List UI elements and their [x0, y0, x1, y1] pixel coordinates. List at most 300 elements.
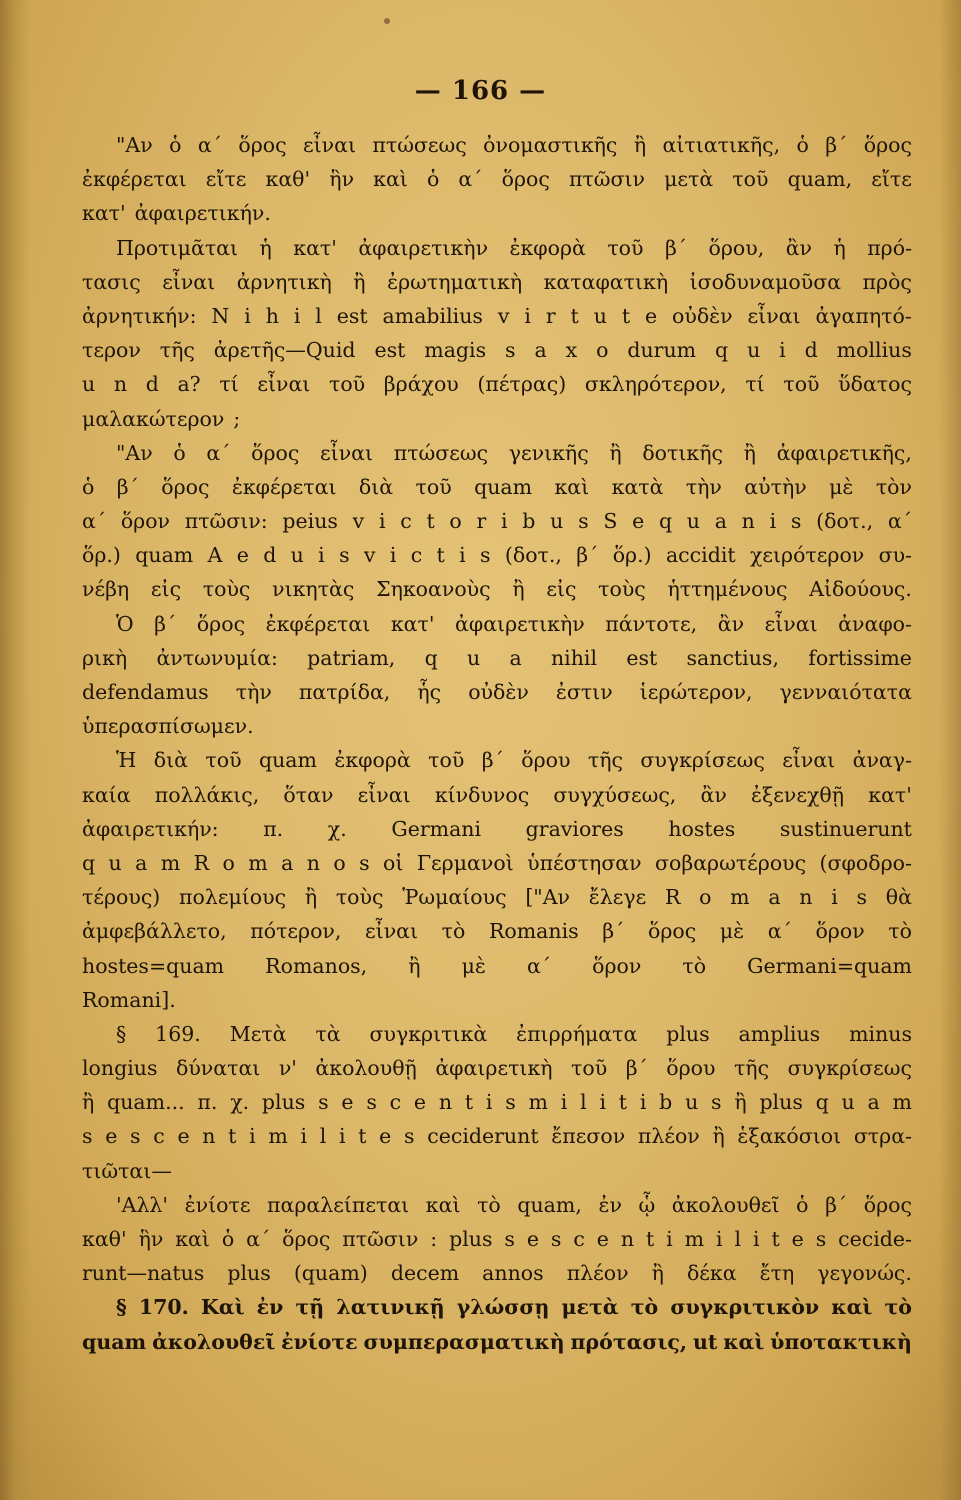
word: i — [831, 885, 838, 910]
word: ἐκφέρεται — [265, 611, 371, 636]
word: ἀφαιρετικήν. — [134, 201, 271, 226]
word: n — [620, 1227, 635, 1251]
word: u — [550, 509, 564, 534]
word: t — [426, 509, 435, 534]
word: συ- — [878, 543, 912, 568]
word: ἡ — [833, 235, 846, 260]
word: κίνδυνος — [434, 782, 530, 807]
page-number: — 166 — — [414, 76, 547, 106]
word: ἰσοδυναμοῦσα — [689, 269, 842, 294]
word: ἀκολουθεῖ — [152, 1329, 276, 1354]
word: β΄ — [825, 1192, 848, 1217]
word: accidit — [665, 543, 736, 568]
word: ἔπεσον — [551, 1124, 626, 1149]
word: ὁ — [796, 133, 809, 157]
text-line — [82, 572, 912, 606]
word: ὅρος — [648, 919, 697, 944]
word: i — [378, 509, 386, 534]
word: Romani]. — [82, 987, 176, 1012]
word: τὸ — [884, 1295, 912, 1320]
word: ἡ — [259, 235, 272, 260]
word: a — [135, 850, 148, 875]
word: ἐνίοτε — [184, 1192, 251, 1217]
word: πτῶσιν — [568, 167, 645, 192]
word: τῆς — [733, 1056, 770, 1081]
word: β΄ — [154, 611, 177, 636]
word: ἔτη — [759, 1261, 795, 1286]
word: fortissime — [808, 645, 912, 670]
word: l — [319, 1124, 327, 1149]
word: n — [741, 509, 755, 534]
word: a — [714, 509, 727, 534]
word: (quam) — [293, 1261, 368, 1286]
word: ἡττημένους — [667, 577, 788, 602]
word: λατινικῇ — [336, 1295, 445, 1320]
word: τοῦ — [415, 474, 452, 499]
word: τῇ — [295, 1295, 325, 1320]
word: o — [596, 338, 609, 363]
word: x — [565, 338, 578, 363]
word: ἣν — [138, 1227, 164, 1251]
word: m — [268, 1124, 288, 1149]
word: μετὰ — [664, 167, 714, 192]
word: ὅταν — [283, 782, 334, 807]
word: πρό- — [867, 235, 912, 260]
word: καὶ — [373, 167, 408, 192]
word: § — [116, 1021, 127, 1046]
word: plus — [227, 1261, 271, 1286]
word: n — [113, 372, 128, 397]
word: β΄ — [625, 1056, 648, 1081]
word: ἀρνητικὴ — [236, 269, 332, 294]
word: τιῶται— — [82, 1158, 172, 1183]
word: 169. — [155, 1021, 201, 1046]
word: μετὰ — [561, 1295, 619, 1320]
text-line — [82, 1085, 912, 1119]
word: s — [550, 1227, 562, 1251]
word: ὁ — [173, 440, 186, 465]
word: ὁ — [796, 1192, 809, 1217]
word: ἢ — [734, 1090, 747, 1115]
text-line — [82, 983, 912, 1017]
word: γεγονώς. — [817, 1261, 912, 1286]
word: πρότασις, — [570, 1329, 688, 1354]
word: u — [686, 509, 700, 534]
word: e — [177, 1124, 190, 1149]
word: sustinuerunt — [779, 816, 912, 841]
word: συγκρίσεως — [640, 748, 765, 773]
word: ᾧ — [638, 1192, 656, 1217]
word: q — [815, 1090, 829, 1115]
word: δοτικῆς — [642, 440, 723, 465]
word: cecide- — [838, 1227, 912, 1251]
word: graviores — [525, 816, 624, 841]
word: ὅρος — [251, 440, 300, 465]
word: τὸ — [888, 919, 912, 944]
word: i — [485, 1090, 493, 1115]
word: ὅρον — [815, 919, 865, 944]
word: i — [666, 1227, 673, 1251]
word: s — [790, 509, 802, 534]
word: πτώσεως — [393, 440, 489, 465]
word: τὰ — [315, 1021, 341, 1046]
word: ἀμφεβάλλετο, — [82, 919, 227, 944]
word: εἶναι — [357, 782, 411, 807]
word: sanctius, — [686, 645, 779, 670]
word: est — [626, 645, 658, 670]
word: annos — [482, 1261, 544, 1286]
word: νικητὰς — [272, 577, 355, 602]
word: durum — [627, 338, 697, 363]
word: "Αν — [116, 133, 153, 157]
body-text — [82, 128, 912, 1359]
word: e — [644, 303, 658, 328]
word: m — [528, 1090, 548, 1115]
word: εἶναι — [747, 303, 801, 328]
word: i — [639, 1090, 647, 1115]
word: ὅρος — [196, 611, 246, 636]
text-line — [82, 914, 912, 948]
word: καθ' — [82, 1227, 127, 1251]
word: π. — [197, 1090, 218, 1115]
word: τῆς — [159, 338, 195, 363]
word: o — [449, 509, 462, 534]
word: ἐκφέρεται — [231, 474, 337, 499]
word: π. — [263, 816, 284, 841]
word: ἣν — [329, 167, 355, 192]
text-line — [82, 231, 912, 265]
word: amplius — [738, 1021, 821, 1046]
word: t — [464, 1090, 474, 1115]
text-line — [82, 265, 912, 299]
word: τῆς — [587, 748, 623, 773]
word: s — [856, 885, 868, 910]
text-line — [82, 1188, 912, 1222]
word: S — [603, 509, 618, 534]
ink-speck — [384, 18, 390, 24]
word: i — [338, 1124, 346, 1149]
word: οὐδὲν — [672, 303, 733, 328]
text-line — [82, 1256, 912, 1290]
word: ἢ — [408, 953, 421, 978]
word: τοὺς — [335, 885, 384, 910]
word: ἑξακόσιοι — [737, 1124, 842, 1149]
word: τοῦ — [607, 235, 644, 260]
word: i — [459, 543, 466, 568]
word: συγκριτικὸν — [670, 1295, 820, 1320]
word: s — [505, 1090, 516, 1115]
word: ἐστιν — [555, 680, 613, 704]
word: e — [379, 1124, 392, 1149]
word: s — [504, 1227, 515, 1251]
word: θὰ — [885, 885, 912, 910]
word: t — [570, 303, 579, 328]
word: δύναται — [176, 1056, 261, 1081]
word: e — [526, 1227, 539, 1251]
word: s — [130, 1124, 141, 1149]
word: 170. — [138, 1295, 189, 1320]
word: ἐνίοτε — [281, 1329, 358, 1354]
word: τί — [219, 372, 239, 397]
word: n — [438, 1090, 453, 1115]
word: u — [841, 1090, 855, 1115]
word: m — [248, 850, 268, 875]
word: Romanos, — [265, 953, 368, 978]
word: runt—natus — [82, 1261, 205, 1286]
word: hostes — [668, 816, 736, 841]
word: q — [424, 645, 438, 670]
word: εἶναι — [764, 611, 818, 636]
word: i — [318, 543, 325, 568]
word: αἰτιατικῆς, — [662, 133, 781, 157]
word: t — [228, 1124, 237, 1149]
word: e — [632, 509, 645, 534]
word: a — [509, 645, 522, 670]
word: τοὺς — [598, 577, 646, 602]
word: συγκρίσεως — [787, 1056, 912, 1081]
text-line — [82, 641, 912, 675]
word: α΄ — [197, 133, 222, 157]
word: ἐπιρρήματα — [516, 1021, 638, 1046]
word: καὶ — [831, 1295, 873, 1320]
word: ἢ — [82, 1090, 95, 1115]
word: ὅρος — [238, 133, 287, 157]
word: κατ' — [868, 782, 912, 807]
word: (δοτ., — [816, 509, 874, 534]
word: Ὁ — [116, 611, 134, 636]
word: κατ' — [82, 201, 126, 226]
word: § — [116, 1295, 127, 1320]
word: b — [522, 509, 536, 534]
word: α΄ — [526, 953, 552, 978]
word: h — [265, 303, 279, 328]
word: ["Αν — [525, 885, 571, 910]
word: ὅρος — [863, 133, 912, 157]
word: i — [389, 543, 397, 568]
text-line — [82, 607, 912, 641]
word: καὶ — [425, 1192, 461, 1217]
word: s — [578, 509, 589, 534]
word: s — [505, 338, 516, 363]
word: ut — [692, 1329, 718, 1354]
word: τὴν — [685, 474, 722, 499]
word: i — [244, 303, 251, 328]
word: ὑπέστησαν — [527, 850, 642, 875]
word: ὅρος — [501, 167, 550, 192]
word: minus — [849, 1021, 912, 1046]
word: ἢ — [651, 1261, 664, 1286]
word: εἶναι — [782, 748, 836, 773]
text-line — [82, 299, 912, 333]
word: καθ' — [265, 167, 311, 192]
word: e — [413, 1090, 427, 1115]
word: στρα- — [853, 1124, 912, 1149]
word: πότερον, — [250, 919, 342, 944]
word: Romanis — [488, 919, 579, 944]
word: r — [545, 303, 556, 328]
word: i — [293, 303, 301, 328]
word: peius — [282, 509, 338, 534]
word: β΄ — [602, 919, 625, 944]
word: t — [358, 1124, 367, 1149]
word: ὁ — [82, 474, 95, 499]
word: u — [82, 372, 96, 397]
word: β΄ — [481, 748, 504, 773]
word: quam... — [107, 1090, 185, 1115]
word: ἀφαιρετικὴ — [435, 1056, 553, 1081]
text-line — [82, 1325, 912, 1359]
word: πτῶσιν: — [184, 509, 268, 534]
word: κατ' — [390, 611, 435, 636]
word: εἴτε — [871, 167, 912, 192]
word: m — [684, 1227, 705, 1251]
word: διὰ — [153, 748, 188, 773]
page-right-shadow — [939, 0, 961, 1500]
word: i — [716, 1227, 723, 1251]
word: i — [560, 1090, 568, 1115]
word: magis — [424, 338, 487, 363]
word: u — [290, 543, 304, 568]
word: c — [410, 543, 423, 568]
word: i — [501, 509, 508, 534]
word: πτώσεως — [372, 133, 467, 157]
text-line — [82, 402, 912, 436]
word: i — [779, 338, 786, 363]
word: ἔλεγε — [588, 885, 647, 910]
word: plus — [759, 1090, 803, 1115]
word: ἱερώτερον, — [639, 680, 753, 704]
word: ὑπερασπίσωμεν. — [82, 714, 254, 739]
word: καία — [82, 782, 131, 807]
text-line — [82, 128, 912, 162]
word: ἐκφορὰ — [334, 748, 411, 773]
word: α΄ — [458, 167, 483, 192]
word: v — [363, 543, 376, 568]
word: Αἰδούους. — [809, 577, 912, 602]
word: Μετὰ — [229, 1021, 287, 1046]
word: t — [618, 1090, 628, 1115]
word: Καὶ — [200, 1295, 245, 1320]
word: e — [791, 1227, 804, 1251]
word: A — [207, 543, 223, 568]
text-line — [82, 880, 912, 914]
word: c — [573, 1227, 585, 1251]
word: n — [202, 1124, 216, 1149]
word: γλώσσῃ — [456, 1295, 550, 1320]
word: ἢ — [512, 577, 525, 602]
word: τέρους) — [82, 885, 161, 910]
word: mollius — [836, 338, 912, 363]
word: β΄ — [116, 474, 139, 499]
word: τοῦ — [571, 1056, 608, 1081]
word: ἐξενεχθῇ — [751, 782, 845, 807]
word: πατρίδα, — [298, 680, 391, 704]
word: plus — [261, 1090, 306, 1115]
word: e — [236, 543, 249, 568]
word: i — [769, 509, 777, 534]
word: ἐκφορὰ — [509, 235, 586, 260]
word: t — [436, 543, 445, 568]
word: ὑποτακτικὴ — [770, 1329, 912, 1354]
word: s — [366, 1090, 377, 1115]
word: καὶ — [554, 474, 590, 499]
word: εἶναι — [302, 133, 356, 157]
word: πολλάκις, — [154, 782, 260, 807]
word: o — [333, 850, 346, 875]
word: n — [306, 850, 320, 875]
word: u — [466, 645, 481, 670]
word: b — [659, 1090, 673, 1115]
word: quam — [474, 474, 533, 499]
text-line — [82, 778, 912, 812]
word: c — [389, 1090, 402, 1115]
word: τὸ — [630, 1295, 659, 1320]
word: ὅρου, — [708, 235, 765, 260]
word: e — [596, 1227, 609, 1251]
word: i — [300, 1124, 308, 1149]
text-line — [82, 1051, 912, 1085]
word: ὁ — [169, 133, 182, 157]
text-line — [82, 196, 912, 230]
word: (δοτ., — [504, 543, 562, 568]
word: τὸ — [682, 953, 707, 978]
word: a — [768, 885, 781, 910]
word: d — [263, 543, 277, 568]
word: u — [593, 303, 607, 328]
word: ὅρ.) — [82, 543, 121, 568]
word: β΄ — [576, 543, 599, 568]
word: quam — [82, 1329, 147, 1354]
word: τασις — [82, 269, 141, 294]
word: decem — [390, 1261, 460, 1286]
word: ὅρου — [521, 748, 571, 773]
word: εἶναι — [365, 919, 419, 944]
word: ὅρου — [666, 1056, 716, 1081]
word: ὀνομαστικῆς — [483, 133, 618, 157]
word: ἀφαιρετικὴν — [358, 235, 489, 260]
word: ; — [233, 406, 241, 431]
word: ἀντωνυμία: — [156, 645, 278, 670]
word: ὅρον — [592, 953, 642, 978]
word: γενναιότατα — [779, 680, 912, 704]
word: ἐρωτηματικὴ — [387, 269, 523, 294]
word: χ. — [327, 816, 347, 841]
word: παραλείπεται — [267, 1192, 410, 1217]
word: τοῦ — [205, 748, 242, 773]
word: ὁ — [426, 167, 440, 192]
word: d — [804, 338, 818, 363]
word: : — [430, 1227, 438, 1251]
word: s — [711, 1090, 722, 1115]
word: συγκριτικὰ — [369, 1021, 488, 1046]
text-line — [82, 504, 912, 538]
word: χ. — [230, 1090, 250, 1115]
word: ἐκφέρεται — [82, 167, 187, 192]
word: τί — [745, 372, 765, 397]
word: τερον — [82, 338, 141, 363]
word: l — [580, 1090, 587, 1115]
word: οἱ — [383, 850, 404, 875]
word: καταφατικὴ — [543, 269, 669, 294]
page-left-shadow — [0, 0, 30, 1500]
word: ἢ — [304, 885, 318, 910]
word: defendamus — [82, 680, 209, 704]
text-line — [82, 846, 912, 880]
word: ἀναγ- — [852, 748, 912, 773]
word: β΄ — [664, 235, 688, 260]
word: l — [734, 1227, 742, 1251]
word: τὴν — [235, 680, 272, 704]
